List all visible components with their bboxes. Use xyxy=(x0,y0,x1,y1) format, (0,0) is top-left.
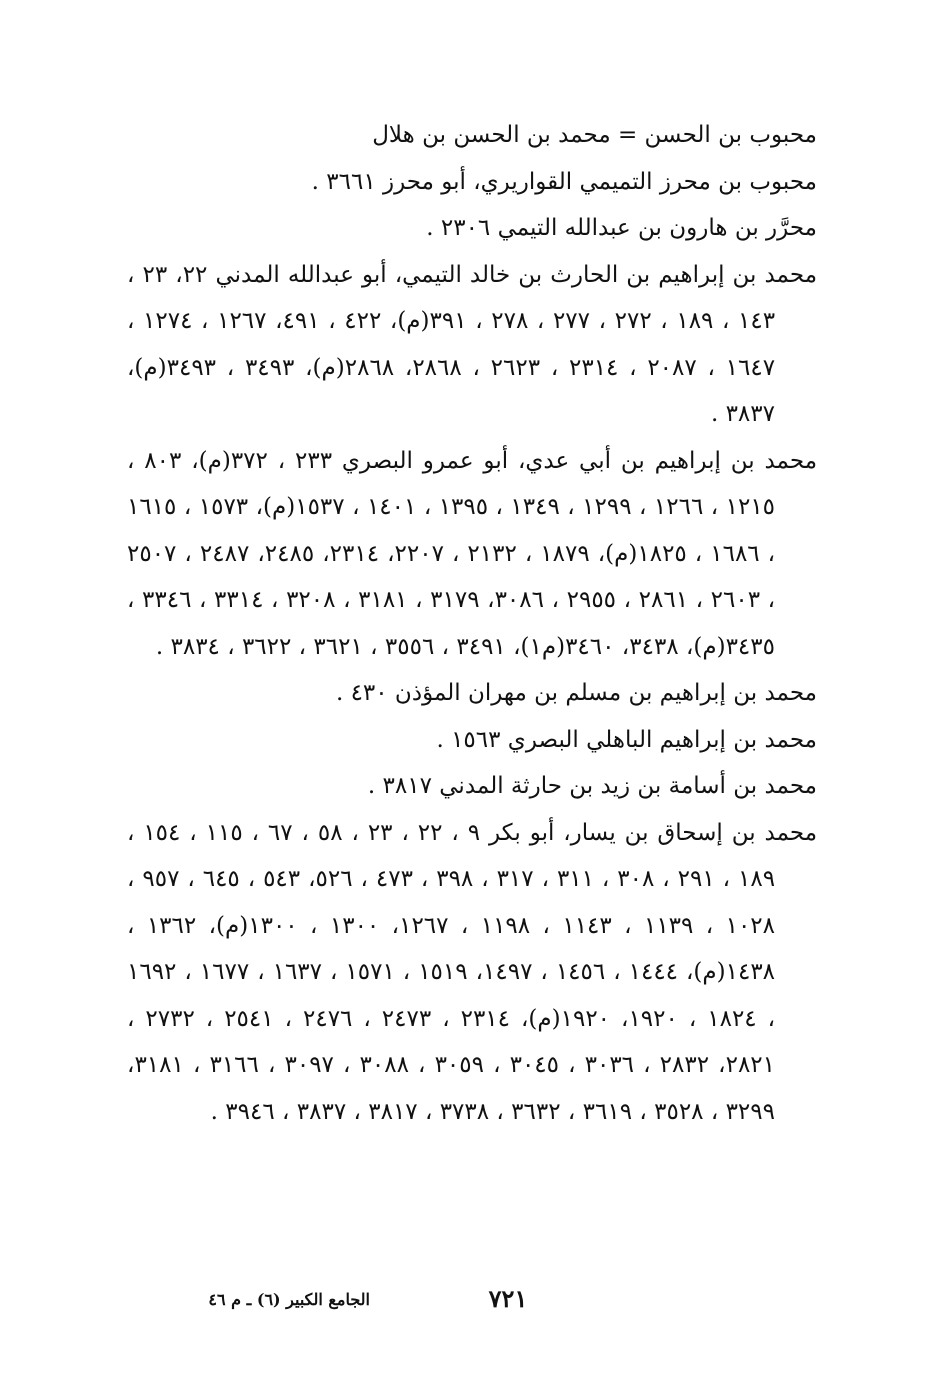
page-number: ٧٢١ xyxy=(488,1284,528,1313)
book-reference: الجامع الكبير (٦) ـ م ٤٦ xyxy=(208,1290,370,1309)
index-entry: محمد بن إسحاق بن يسار، أبو بكر ٩ ، ٢٢ ، ٢٣ ، ٥٨ ، ٦٧ ، ١١٥ ، ١٥٤ ، ١٨٩ ، ٢٩١ ، ٣٠٨ ، ٣١١ ، ٣١٧ ، ٣٩٨ ، ٤٧٣ ، ٥٢٦، ٥٤٣ ، ٦٤٥ ، ٩٥٧ ، ١٠٢٨ ، ١١٣٩ ، ١١٤٣ ، ١١٩٨ ، ١٢٦٧، ١٣٠٠ ، ١٣٠٠(م)، ١٣٦٢ ، ١٤٣٨(م)، ١٤٤٤ ، ١٤٥٦ ، ١٤٩٧، ١٥١٩ ، ١٥٧١ ، ١٦٣٧ ، ١٦٧٧ ، ١٦٩٢ ، ١٨٢٤ ، ١٩٢٠، ١٩٢٠(م)، ٢٣١٤ ، ٢٤٧٣ ، ٢٤٧٦ ، ٢٥٤١ ، ٢٧٣٢ ، ٢٨٢١، ٢٨٣٢ ، ٣٠٣٦ ، ٣٠٤٥ ، ٣٠٥٩ ، ٣٠٨٨ ، ٣٠٩٧ ، ٣١٦٦ ، ٣١٨١، ٣٢٩٩ ، ٣٥٢٨ ، ٣٦١٩ ، ٣٦٣٢ ، ٣٧٣٨ ، ٣٨١٧ ، ٣٨٣٧ ، ٣٩٤٦ . xyxy=(127,819,818,1125)
index-entry: محمد بن إبراهيم بن أبي عدي، أبو عمرو البصري ٢٣٣ ، ٣٧٢(م)، ٨٠٣ ، ١٢١٥ ، ١٢٦٦ ، ١٢٩٩ ، ١٣٤٩ ، ١٣٩٥ ، ١٤٠١ ، ١٥٣٧(م)، ١٥٧٣ ، ١٦١٥ ، ١٦٨٦ ، ١٨٢٥(م)، ١٨٧٩ ، ٢١٣٢ ، ٢٢٠٧، ٢٣١٤، ٢٤٨٥، ٢٤٨٧ ، ٢٥٠٧ ، ٢٦٠٣ ، ٢٨٦١ ، ٢٩٥٥ ، ٣٠٨٦، ٣١٧٩ ، ٣١٨١ ، ٣٢٠٨ ، ٣٣١٤ ، ٣٣٤٦ ، ٣٤٣٥(م)، ٣٤٣٨، ٣٤٦٠(م١)، ٣٤٩١ ، ٣٥٥٦ ، ٣٦٢١ ، ٣٦٢٢ ، ٣٨٣٤ . xyxy=(127,447,818,660)
index-entry: محبوب بن الحسن = محمد بن الحسن بن هلال xyxy=(372,122,817,148)
index-entry: محمد بن إبراهيم الباهلي البصري ١٥٦٣ . xyxy=(436,726,817,753)
index-entry: محبوب بن محرز التميمي القواريري، أبو محرز ٣٦٦١ . xyxy=(311,168,817,195)
index-entry: محمد بن إبراهيم بن الحارث بن خالد التيمي، أبو عبدالله المدني ٢٢، ٢٣ ، ١٤٣ ، ١٨٩ ، ٢٧٢ ، ٢٧٧ ، ٢٧٨ ، ٣٩١(م)، ٤٢٢ ، ٤٩١، ١٢٦٧ ، ١٢٧٤ ، ١٦٤٧ ، ٢٠٨٧ ، ٢٣١٤ ، ٢٦٢٣ ، ٢٨٦٨، ٢٨٦٨(م)، ٣٤٩٣ ، ٣٤٩٣(م)، ٣٨٣٧ . xyxy=(127,261,818,427)
index-entry: محرَّر بن هارون بن عبدالله التيمي ٢٣٠٦ . xyxy=(426,215,817,241)
page-footer xyxy=(0,1284,939,1324)
index-entries xyxy=(127,112,817,1135)
index-entry: محمد بن إبراهيم بن مسلم بن مهران المؤذن ٤٣٠ . xyxy=(335,680,817,706)
index-entry: محمد بن أسامة بن زيد بن حارثة المدني ٣٨١٧ . xyxy=(367,773,817,799)
